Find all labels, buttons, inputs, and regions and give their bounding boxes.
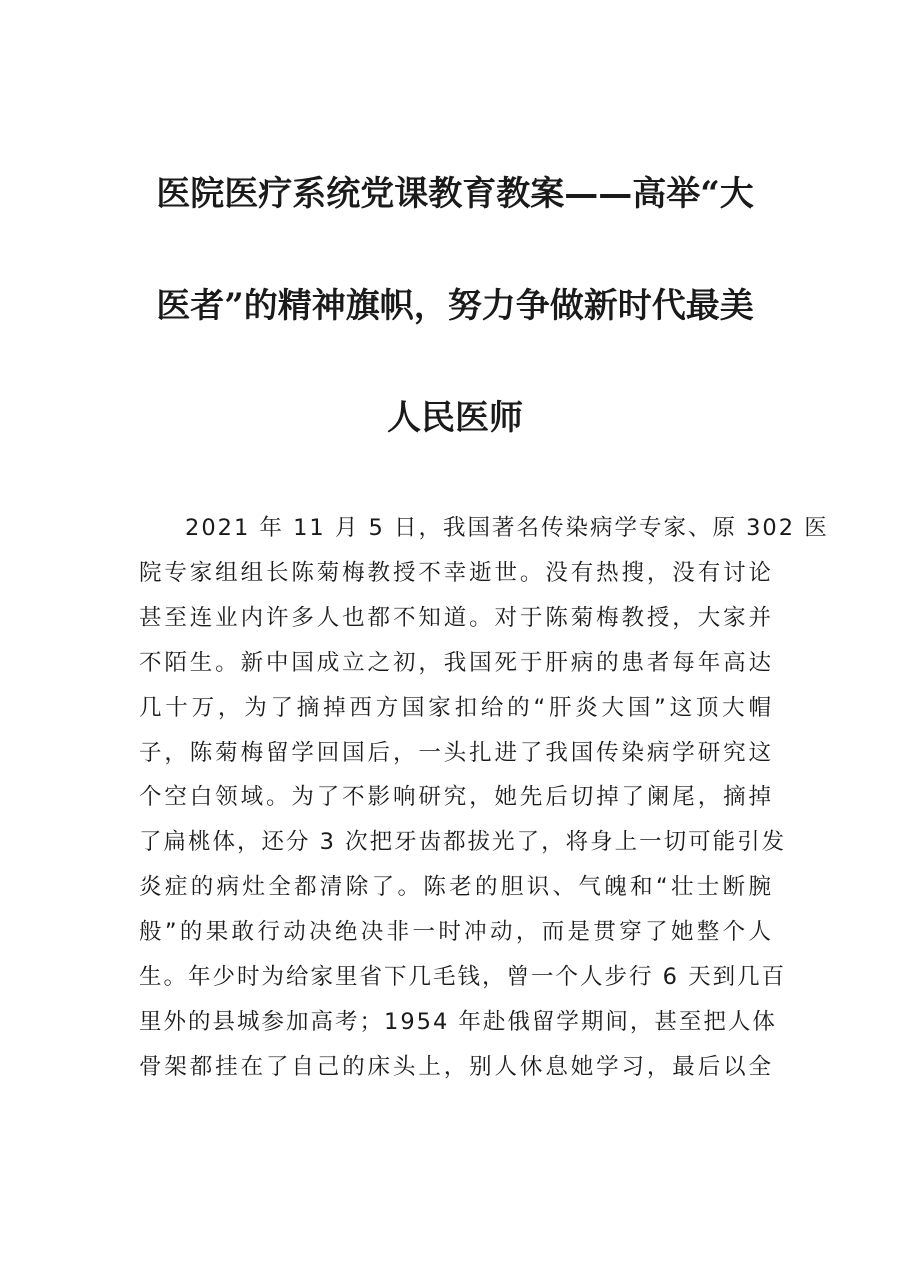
paragraph-line: 院专家组组长陈菊梅教授不幸逝世。没有热搜，没有讨论 [139, 559, 773, 586]
paragraph-line: 生。年少时为给家里省下几毛钱，曾一个人步行 6 天到几百 [139, 964, 787, 991]
paragraph-line: 个空白领域。为了不影响研究，她先后切掉了阑尾，摘掉 [139, 784, 773, 811]
paragraph-line: 2021 年 11 月 5 日，我国著名传染病学专家、原 302 医 [185, 515, 829, 541]
document-title [130, 138, 780, 474]
title-line: 医者”的精神旗帜，努力争做新时代最美 [156, 286, 754, 326]
paragraph-line: 炎症的病灶全都清除了。陈老的胆识、气魄和“壮士断腕 [139, 874, 773, 901]
paragraph-line: 甚至连业内许多人也都不知道。对于陈菊梅教授，大家并 [139, 604, 773, 631]
paragraph-line: 般”的果敢行动决绝决非一时冲动，而是贯穿了她整个人 [139, 919, 773, 946]
paragraph-line: 里外的县城参加高考；1954 年赴俄留学期间，甚至把人体 [139, 1008, 777, 1035]
body-paragraph [139, 506, 829, 1090]
paragraph-line: 几十万，为了摘掉西方国家扣给的“肝炎大国”这顶大帽 [139, 694, 773, 721]
title-line: 医院医疗系统党课教育教案——高举“大 [156, 174, 754, 214]
paragraph-line: 不陌生。新中国成立之初，我国死于肝病的患者每年高达 [139, 649, 773, 676]
paragraph-line: 了扁桃体，还分 3 次把牙齿都拔光了，将身上一切可能引发 [139, 829, 787, 856]
paragraph-line: 子，陈菊梅留学回国后，一头扎进了我国传染病学研究这 [139, 739, 773, 766]
paragraph-line: 骨架都挂在了自己的床头上，别人休息她学习，最后以全 [139, 1053, 773, 1080]
title-line: 人民医师 [387, 398, 523, 438]
